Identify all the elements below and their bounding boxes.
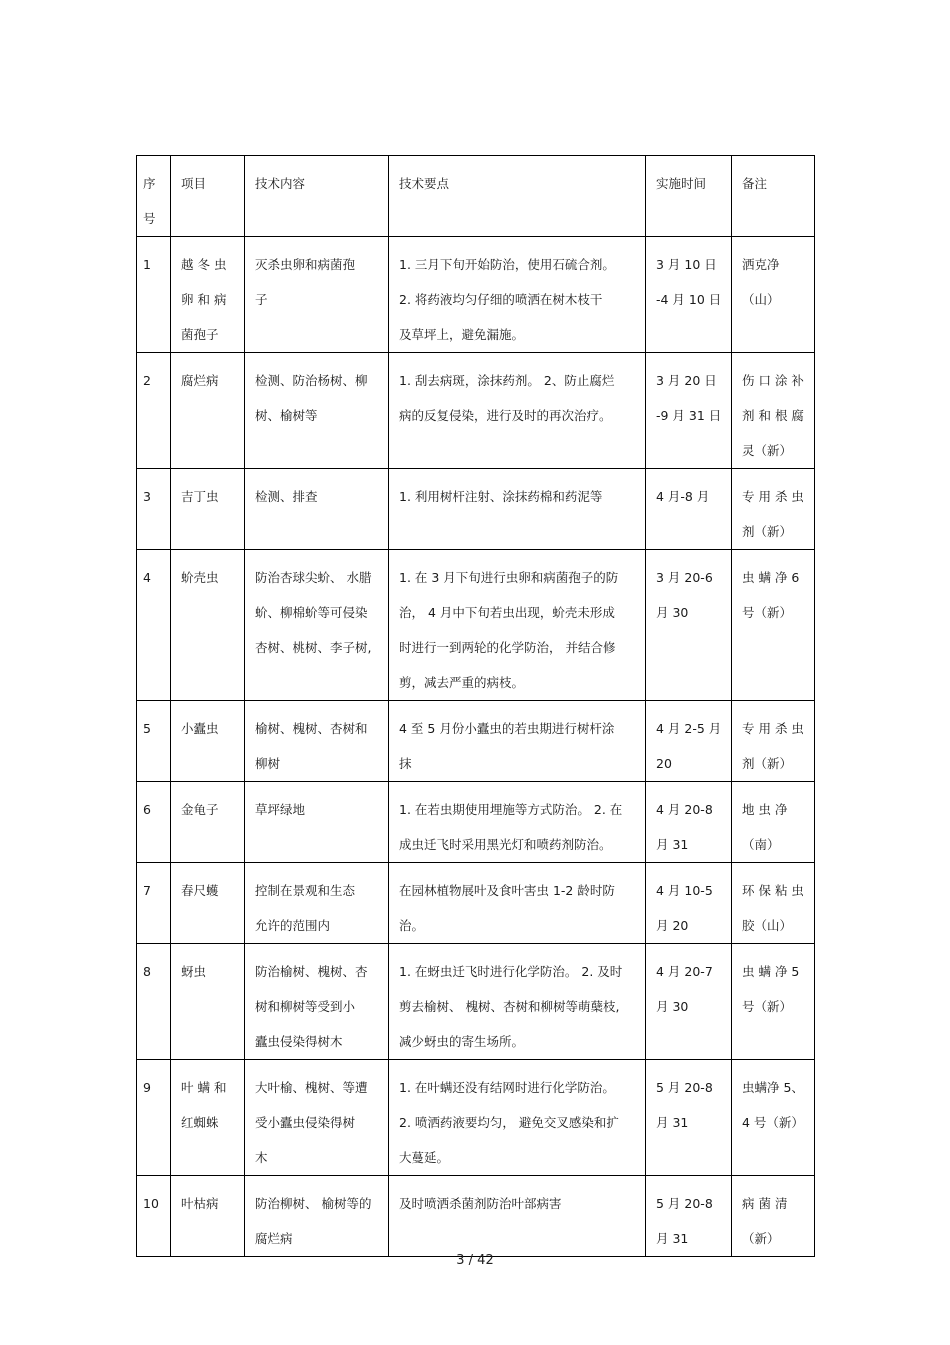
cell-remark: 病 菌 清 （新） (732, 1176, 815, 1257)
header-content: 技术内容 (245, 156, 389, 237)
cell-points: 1. 刮去病斑，涂抹药剂。 2、防止腐烂 病的反复侵染，进行及时的再次治疗。 (389, 353, 646, 469)
cell-content: 草坪绿地 (245, 782, 389, 863)
cell-no: 6 (137, 782, 171, 863)
cell-remark: 洒克净 （山） (732, 237, 815, 353)
cell-content: 检测、防治杨树、柳 树、榆树等 (245, 353, 389, 469)
cell-content: 防治柳树、 榆树等的 腐烂病 (245, 1176, 389, 1257)
cell-remark: 伤 口 涂 补 剂 和 根 腐 灵（新） (732, 353, 815, 469)
cell-content: 大叶榆、槐树、等遭 受小蠹虫侵染得树 木 (245, 1060, 389, 1176)
cell-item: 蚧壳虫 (171, 550, 245, 701)
cell-time: 3 月 10 日 -4 月 10 日 (646, 237, 732, 353)
page-number: 3 / 42 (456, 1253, 494, 1268)
cell-points: 1. 在蚜虫迁飞时进行化学防治。 2. 及时 剪去榆树、 槐树、杏树和柳树等萌蘖枝, 减少蚜虫的寄生场所。 (389, 944, 646, 1060)
cell-content: 防治榆树、槐树、杏 树和柳树等受到小 蠹虫侵染得树木 (245, 944, 389, 1060)
header-time: 实施时间 (646, 156, 732, 237)
cell-time: 3 月 20-6 月 30 (646, 550, 732, 701)
cell-time: 4 月 2-5 月 20 (646, 701, 732, 782)
cell-points: 1. 在 3 月下旬进行虫卵和病菌孢子的防 治， 4 月中下旬若虫出现，蚧壳未形成 时进行一到两轮的化学防治， 并结合修 剪，减去严重的病枝。 (389, 550, 646, 701)
cell-points: 1. 三月下旬开始防治，使用石硫合剂。 2. 将药液均匀仔细的喷洒在树木枝干 及草坪上，避免漏施。 (389, 237, 646, 353)
cell-no: 3 (137, 469, 171, 550)
cell-item: 越 冬 虫 卵 和 病 菌孢子 (171, 237, 245, 353)
cell-no: 10 (137, 1176, 171, 1257)
cell-points: 1. 利用树杆注射、涂抹药棉和药泥等 (389, 469, 646, 550)
cell-time: 3 月 20 日 -9 月 31 日 (646, 353, 732, 469)
table-row (137, 863, 815, 944)
cell-no: 4 (137, 550, 171, 701)
table-row (137, 944, 815, 1060)
table-row (137, 782, 815, 863)
cell-time: 4 月 10-5 月 20 (646, 863, 732, 944)
table-row (137, 550, 815, 701)
table-row (137, 469, 815, 550)
cell-points: 1. 在叶螨还没有结网时进行化学防治。 2. 喷洒药液要均匀， 避免交叉感染和扩 大蔓延。 (389, 1060, 646, 1176)
cell-no: 8 (137, 944, 171, 1060)
cell-remark: 环 保 粘 虫 胶（山） (732, 863, 815, 944)
cell-points: 在园林植物展叶及食叶害虫 1-2 龄时防 治。 (389, 863, 646, 944)
table-row (137, 1176, 815, 1257)
cell-item: 春尺蠖 (171, 863, 245, 944)
cell-no: 1 (137, 237, 171, 353)
cell-points: 1. 在若虫期使用埋施等方式防治。 2. 在 成虫迁飞时采用黑光灯和喷药剂防治。 (389, 782, 646, 863)
cell-remark: 虫螨净 5、 4 号（新） (732, 1060, 815, 1176)
cell-item: 小蠹虫 (171, 701, 245, 782)
cell-no: 9 (137, 1060, 171, 1176)
cell-time: 5 月 20-8 月 31 (646, 1060, 732, 1176)
cell-item: 腐烂病 (171, 353, 245, 469)
header-item: 项目 (171, 156, 245, 237)
cell-content: 灭杀虫卵和病菌孢 子 (245, 237, 389, 353)
pest-control-table (136, 155, 815, 1257)
header-points: 技术要点 (389, 156, 646, 237)
cell-points: 4 至 5 月份小蠹虫的若虫期进行树杆涂 抹 (389, 701, 646, 782)
cell-remark: 虫 螨 净 6 号（新） (732, 550, 815, 701)
cell-remark: 专 用 杀 虫 剂（新） (732, 469, 815, 550)
header-no: 序 号 (137, 156, 171, 237)
cell-item: 吉丁虫 (171, 469, 245, 550)
table-body (137, 156, 815, 1257)
cell-time: 4 月-8 月 (646, 469, 732, 550)
cell-remark: 地 虫 净 （南） (732, 782, 815, 863)
cell-no: 2 (137, 353, 171, 469)
cell-content: 检测、排查 (245, 469, 389, 550)
cell-time: 4 月 20-8 月 31 (646, 782, 732, 863)
cell-content: 防治杏球尖蚧、 水腊 蚧、柳棉蚧等可侵染 杏树、桃树、李子树, (245, 550, 389, 701)
cell-no: 5 (137, 701, 171, 782)
cell-time: 4 月 20-7 月 30 (646, 944, 732, 1060)
table-row (137, 701, 815, 782)
table-row (137, 237, 815, 353)
cell-item: 蚜虫 (171, 944, 245, 1060)
cell-item: 叶枯病 (171, 1176, 245, 1257)
table-row (137, 1060, 815, 1176)
cell-time: 5 月 20-8 月 31 (646, 1176, 732, 1257)
cell-points: 及时喷洒杀菌剂防治叶部病害 (389, 1176, 646, 1257)
cell-item: 金龟子 (171, 782, 245, 863)
cell-remark: 专 用 杀 虫 剂（新） (732, 701, 815, 782)
cell-remark: 虫 螨 净 5 号（新） (732, 944, 815, 1060)
table-header-row (137, 156, 815, 237)
table-row (137, 353, 815, 469)
cell-no: 7 (137, 863, 171, 944)
cell-content: 榆树、槐树、杏树和 柳树 (245, 701, 389, 782)
cell-item: 叶 螨 和 红蜘蛛 (171, 1060, 245, 1176)
cell-content: 控制在景观和生态 允许的范围内 (245, 863, 389, 944)
header-remark: 备注 (732, 156, 815, 237)
